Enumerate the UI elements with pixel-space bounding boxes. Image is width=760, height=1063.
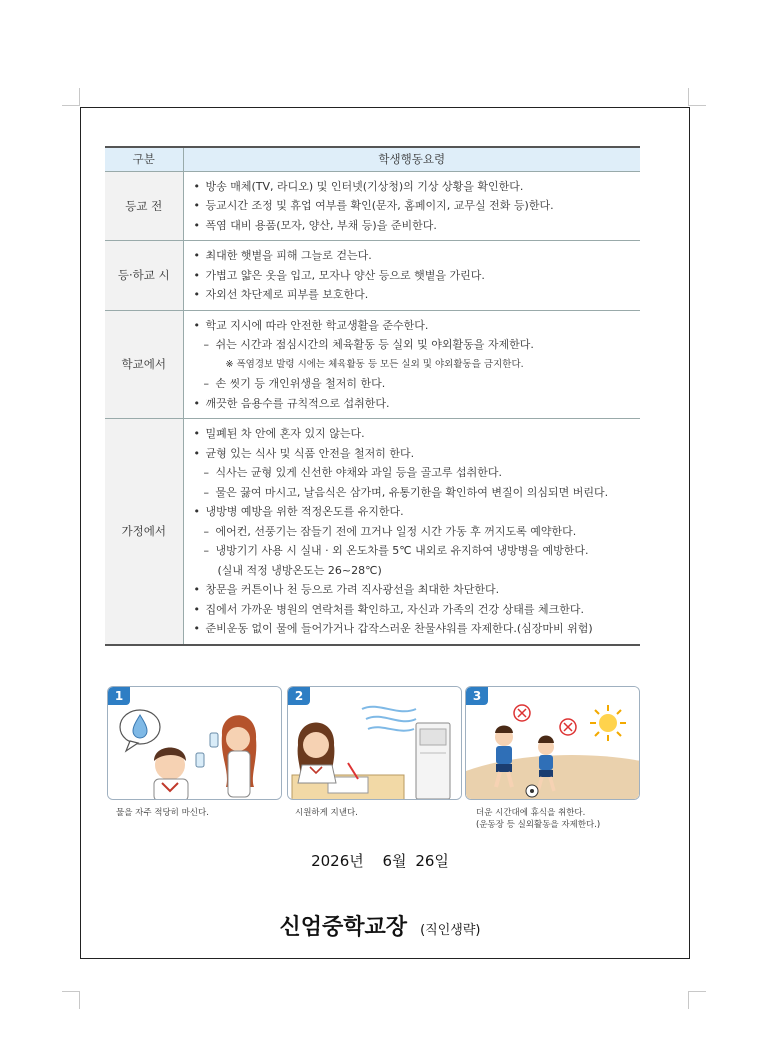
- row-guidelines: [183, 171, 640, 241]
- caption-line: 더운 시간대에 휴식을 취한다.: [476, 808, 586, 818]
- guideline-line: – 식사는 균형 있게 신선한 야채와 과일 등을 골고루 섭취한다.: [192, 463, 641, 483]
- guideline-line: • 균형 있는 식사 및 식품 안전을 철저히 한다.: [192, 444, 641, 464]
- row-guidelines: [183, 419, 640, 645]
- guideline-line: ※ 폭염경보 발령 시에는 체육활동 등 모든 실외 및 야외활동을 금지한다.: [225, 358, 524, 370]
- crop-mark-top-right: [688, 88, 706, 106]
- caption-keep-cool: [295, 807, 358, 819]
- school-principal-name: 신엄중학교장: [279, 915, 408, 940]
- guideline-line: – 쉬는 시간과 점심시간의 체육활동 등 실외 및 야외활동을 자제한다.: [192, 335, 641, 355]
- table-row: [105, 241, 640, 311]
- guideline-line: • 폭염 대비 용품(모자, 양산, 부채 등)을 준비한다.: [192, 216, 641, 236]
- guideline-line: • 밀폐된 차 안에 혼자 있지 않는다.: [192, 424, 641, 444]
- illustration-rest-hot-hours: [465, 686, 640, 800]
- guideline-line: – 손 씻기 등 개인위생을 철저히 한다.: [192, 374, 641, 394]
- crop-mark-bottom-left: [62, 991, 80, 1009]
- illustration-drink-water: [107, 686, 282, 800]
- row-guidelines: [183, 310, 640, 419]
- row-category: 등·하교 시: [105, 241, 183, 311]
- row-category: 등교 전: [105, 171, 183, 241]
- guideline-line: – 에어컨, 선풍기는 잠들기 전에 끄거나 일정 시간 가동 후 꺼지도록 예약한다.: [192, 522, 641, 542]
- guideline-line: • 등교시간 조정 및 휴업 여부를 확인(문자, 홈페이지, 교무실 전화 등)한다.: [192, 196, 641, 216]
- guideline-line: – 물은 끓여 마시고, 날음식은 삼가며, 유통기한을 확인하여 변질이 의심되면 버린다.: [192, 483, 641, 503]
- guideline-line: • 집에서 가까운 병원의 연락처를 확인하고, 자신과 가족의 건강 상태를 체크한다.: [192, 600, 641, 620]
- guideline-table: [105, 146, 640, 646]
- guideline-line: • 방송 매체(TV, 라디오) 및 인터넷(기상청)의 기상 상황을 확인한다.: [192, 177, 641, 197]
- table-row: [105, 419, 640, 645]
- caption-line: 물을 자주 적당히 마신다.: [116, 808, 209, 818]
- row-category: 학교에서: [105, 310, 183, 419]
- keep-cool-illustration: [288, 687, 462, 800]
- crop-mark-bottom-right: [688, 991, 706, 1009]
- date-day: 26일: [415, 852, 449, 870]
- row-guidelines: [183, 241, 640, 311]
- panel-number-badge: 3: [466, 687, 488, 705]
- guideline-line: – 냉방기기 사용 시 실내 · 외 온도차를 5℃ 내외로 유지하여 냉방병을 예방한다.: [192, 541, 641, 561]
- caption-rest-hot-hours: [476, 807, 600, 831]
- guideline-line: • 최대한 햇볕을 피해 그늘로 걷는다.: [192, 246, 641, 266]
- guideline-line: • 깨끗한 음용수를 규칙적으로 섭취한다.: [192, 394, 641, 414]
- panel-number-badge: 1: [108, 687, 130, 705]
- caption-line: (운동장 등 실외활동을 자제한다.): [476, 820, 601, 830]
- header-guideline: 학생행동요령: [183, 147, 640, 171]
- panel-number-badge: 2: [288, 687, 310, 705]
- guideline-line: • 준비운동 없이 물에 들어가거나 갑작스러운 찬물샤워를 자제한다.(심장마비 위험): [192, 619, 641, 639]
- header-category: 구분: [105, 147, 183, 171]
- guideline-line: • 학교 지시에 따라 안전한 학교생활을 준수한다.: [192, 316, 641, 336]
- row-category: 가정에서: [105, 419, 183, 645]
- guideline-line: (실내 적정 냉방온도는 26~28℃): [217, 563, 382, 577]
- guideline-line: • 냉방병 예방을 위한 적정온도를 유지한다.: [192, 502, 641, 522]
- signature-block: [0, 910, 760, 941]
- guideline-line: • 가볍고 얇은 옷을 입고, 모자나 양산 등으로 햇볕을 가린다.: [192, 266, 641, 286]
- seal-omitted-note: (직인생략): [420, 923, 481, 938]
- caption-drink-water: [116, 807, 209, 819]
- rest-hot-hours-illustration: [466, 687, 640, 800]
- guideline-line: • 자외선 차단제로 피부를 보호한다.: [192, 285, 641, 305]
- document-date: [0, 850, 760, 871]
- table-row: [105, 310, 640, 419]
- illustration-keep-cool: [287, 686, 462, 800]
- crop-mark-top-left: [62, 88, 80, 106]
- date-year: 2026년: [311, 852, 364, 870]
- guideline-line: • 창문을 커튼이나 천 등으로 가려 직사광선을 최대한 차단한다.: [192, 580, 641, 600]
- caption-line: 시원하게 지낸다.: [295, 808, 358, 818]
- table-body: [105, 171, 640, 645]
- drink-water-illustration: [108, 687, 282, 800]
- date-month: 6월: [382, 852, 407, 870]
- table-row: [105, 171, 640, 241]
- table-header-row: [105, 147, 640, 171]
